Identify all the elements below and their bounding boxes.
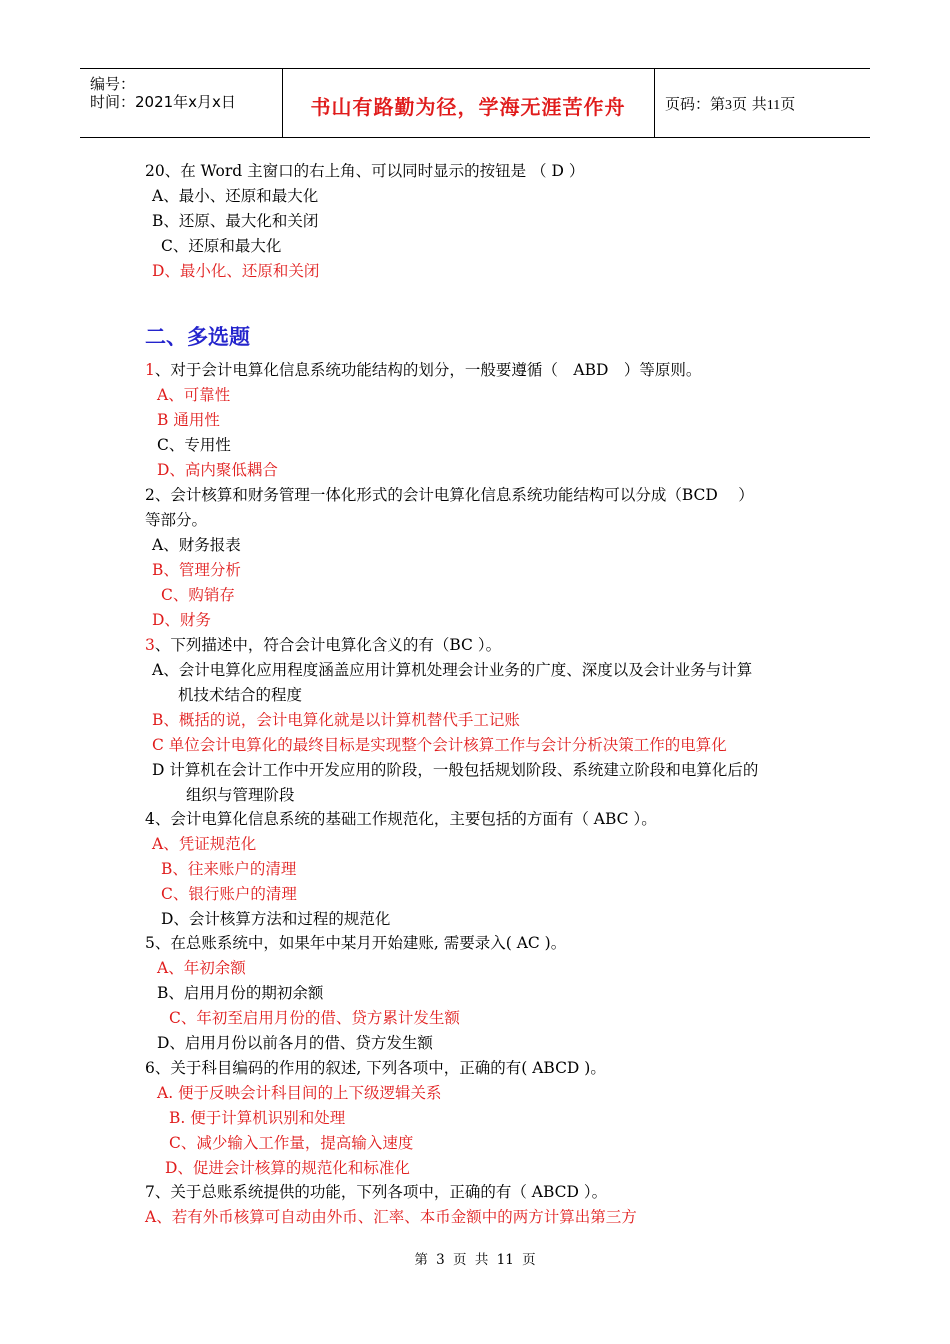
question-1-option-a: A、可靠性 [157, 386, 231, 404]
question-4-option-d: D、会计核算方法和过程的规范化 [161, 910, 391, 928]
question-5-option-b: B、启用月份的期初余额 [157, 984, 324, 1002]
section-title-multiple-choice: 二、多选题 [145, 325, 250, 349]
question-20-option-d: D、最小化、还原和关闭 [152, 262, 320, 280]
question-3-option-a: A、会计电算化应用程度涵盖应用计算机处理会计业务的广度、深度以及会计业务与计算 [152, 661, 753, 679]
question-3-option-b: B、概括的说，会计电算化就是以计算机替代手工记账 [152, 711, 520, 729]
question-6-option-a: A. 便于反映会计科目间的上下级逻辑关系 [157, 1084, 442, 1102]
question-1-option-d: D、高内聚低耦合 [157, 461, 278, 479]
question-1-option-c: C、专用性 [157, 436, 231, 454]
page-code-current: 3 [725, 98, 733, 113]
question-3-body: 、下列描述中，符合会计电算化含义的有（BC ）。 [154, 636, 502, 654]
page-footer: 第 3 页 共 11 页 [414, 1252, 536, 1268]
question-3-option-c: C 单位会计电算化的最终目标是实现整个会计核算工作与会计分析决策工作的电算化 [152, 736, 727, 754]
page-code-mid: 页 共 [732, 95, 767, 113]
question-3-option-d-cont: 组织与管理阶段 [186, 786, 295, 804]
question-5-option-d: D、启用月份以前各月的借、贷方发生额 [157, 1034, 433, 1052]
question-2-option-d: D、财务 [152, 611, 211, 629]
question-4-option-c: C、银行账户的清理 [161, 885, 297, 903]
question-3-option-a-cont: 机技术结合的程度 [178, 686, 303, 704]
question-2-text: 2、会计核算和财务管理一体化形式的会计电算化信息系统功能结构可以分成（BCD ） [145, 486, 754, 504]
page-code-prefix: 页码：第 [665, 95, 726, 113]
page-code-suffix: 页 [780, 95, 796, 113]
question-1-option-b: B 通用性 [157, 411, 220, 429]
question-20-option-b: B、还原、最大化和关闭 [152, 212, 319, 230]
question-3-number: 3 [145, 636, 155, 654]
question-2-option-a: A、财务报表 [152, 536, 241, 554]
question-6-option-b: B. 便于计算机识别和处理 [169, 1109, 346, 1127]
question-20-text: 20、在 Word 主窗口的右上角、可以同时显示的按钮是 （ D ） [145, 162, 585, 180]
question-1-text [145, 360, 701, 380]
question-7-option-a: A、若有外币核算可自动由外币、汇率、本币金额中的两方计算出第三方 [145, 1208, 637, 1226]
document-date-label: 时间：2021年x月x日 [90, 93, 236, 111]
question-4-option-a: A、凭证规范化 [152, 835, 257, 853]
document-code-label: 编号： [90, 75, 136, 93]
question-6-option-d: D、促进会计核算的规范化和标准化 [165, 1159, 410, 1177]
question-1-body: 、对于会计电算化信息系统功能结构的划分，一般要遵循（ ABD ）等原则。 [154, 361, 702, 379]
question-5-option-c: C、年初至启用月份的借、贷方累计发生额 [169, 1009, 460, 1027]
question-7-text: 7、关于总账系统提供的功能，下列各项中，正确的有（ ABCD ）。 [145, 1183, 608, 1201]
question-2-option-b: B、管理分析 [152, 561, 241, 579]
page-code-total: 11 [766, 98, 781, 113]
question-20-option-a: A、最小、还原和最大化 [152, 187, 319, 205]
question-5-option-a: A、年初余额 [157, 959, 246, 977]
question-2-text-cont: 等部分。 [145, 511, 208, 529]
question-1-number: 1 [145, 361, 155, 379]
question-3-option-d: D 计算机在会计工作中开发应用的阶段，一般包括规划阶段、系统建立阶段和电算化后的 [152, 761, 759, 779]
question-6-text: 6、关于科目编码的作用的叙述, 下列各项中，正确的有( ABCD )。 [145, 1059, 606, 1077]
question-2-option-c: C、购销存 [161, 586, 235, 604]
question-4-option-b: B、往来账户的清理 [161, 860, 297, 878]
header-motto: 书山有路勤为径，学海无涯苦作舟 [310, 95, 626, 119]
question-5-text: 5、在总账系统中，如果年中某月开始建账, 需要录入( AC )。 [145, 934, 567, 952]
question-4-text: 4、会计电算化信息系统的基础工作规范化，主要包括的方面有（ ABC ）。 [145, 810, 657, 828]
question-20-option-c: C、还原和最大化 [161, 237, 282, 255]
question-6-option-c: C、减少输入工作量，提高输入速度 [169, 1134, 414, 1152]
question-3-text [145, 635, 501, 655]
